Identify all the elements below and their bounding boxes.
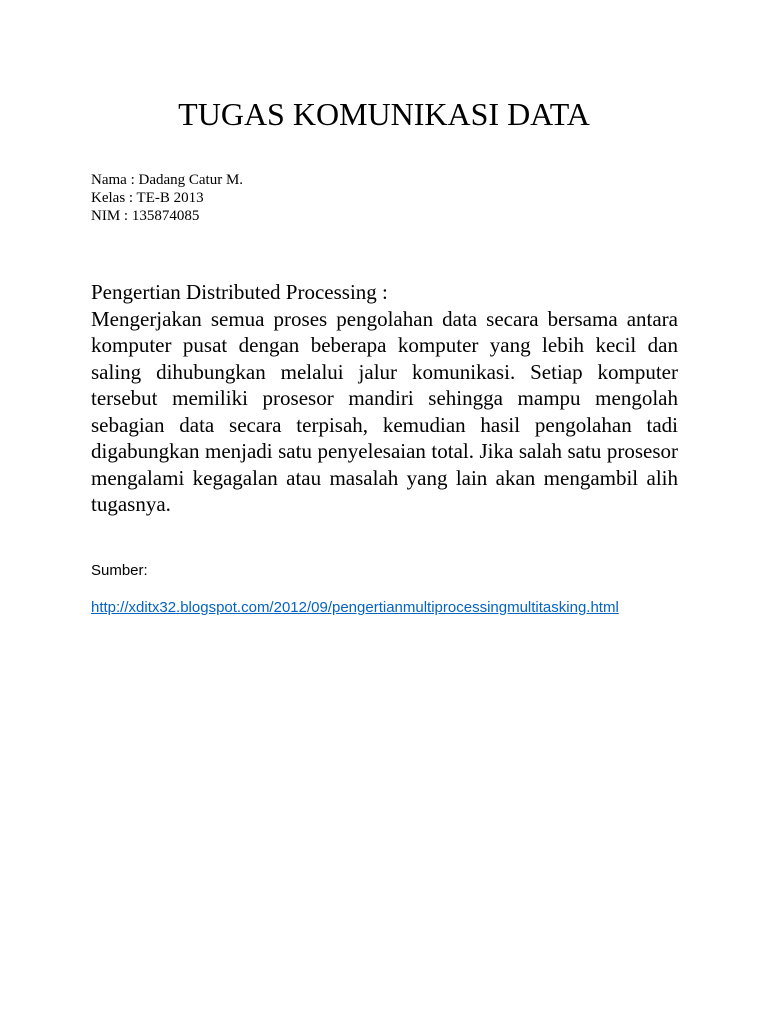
section-heading: Pengertian Distributed Processing : [91, 280, 388, 304]
student-info [91, 171, 243, 225]
student-nim: NIM : 135874085 [91, 208, 200, 224]
definition-section [91, 279, 678, 518]
section-body: Mengerjakan semua proses pengolahan data secara bersama antara komputer pusat dengan beberapa komputer yang lebih kecil dan saling dihubungkan melalui jalur komunikasi. Setiap komputer tersebut memiliki prosesor mandiri sehingga mampu mengolah sebagian data secara terpisah, kemudian hasil pengolahan tadi digabungkan menjadi satu penyelesaian total. Jika salah satu prosesor mengalami kegagalan atau masalah yang lain akan mengambil alih tugasnya. [91, 306, 678, 516]
source-link[interactable]: http://xditx32.blogspot.com/2012/09/pengertianmultiprocessingmultitasking.html [91, 599, 619, 616]
student-name: Nama : Dadang Catur M. [91, 172, 244, 188]
document-title: TUGAS KOMUNIKASI DATA [178, 96, 590, 132]
student-class: Kelas : TE-B 2013 [91, 190, 204, 206]
source-label: Sumber: [91, 562, 148, 579]
